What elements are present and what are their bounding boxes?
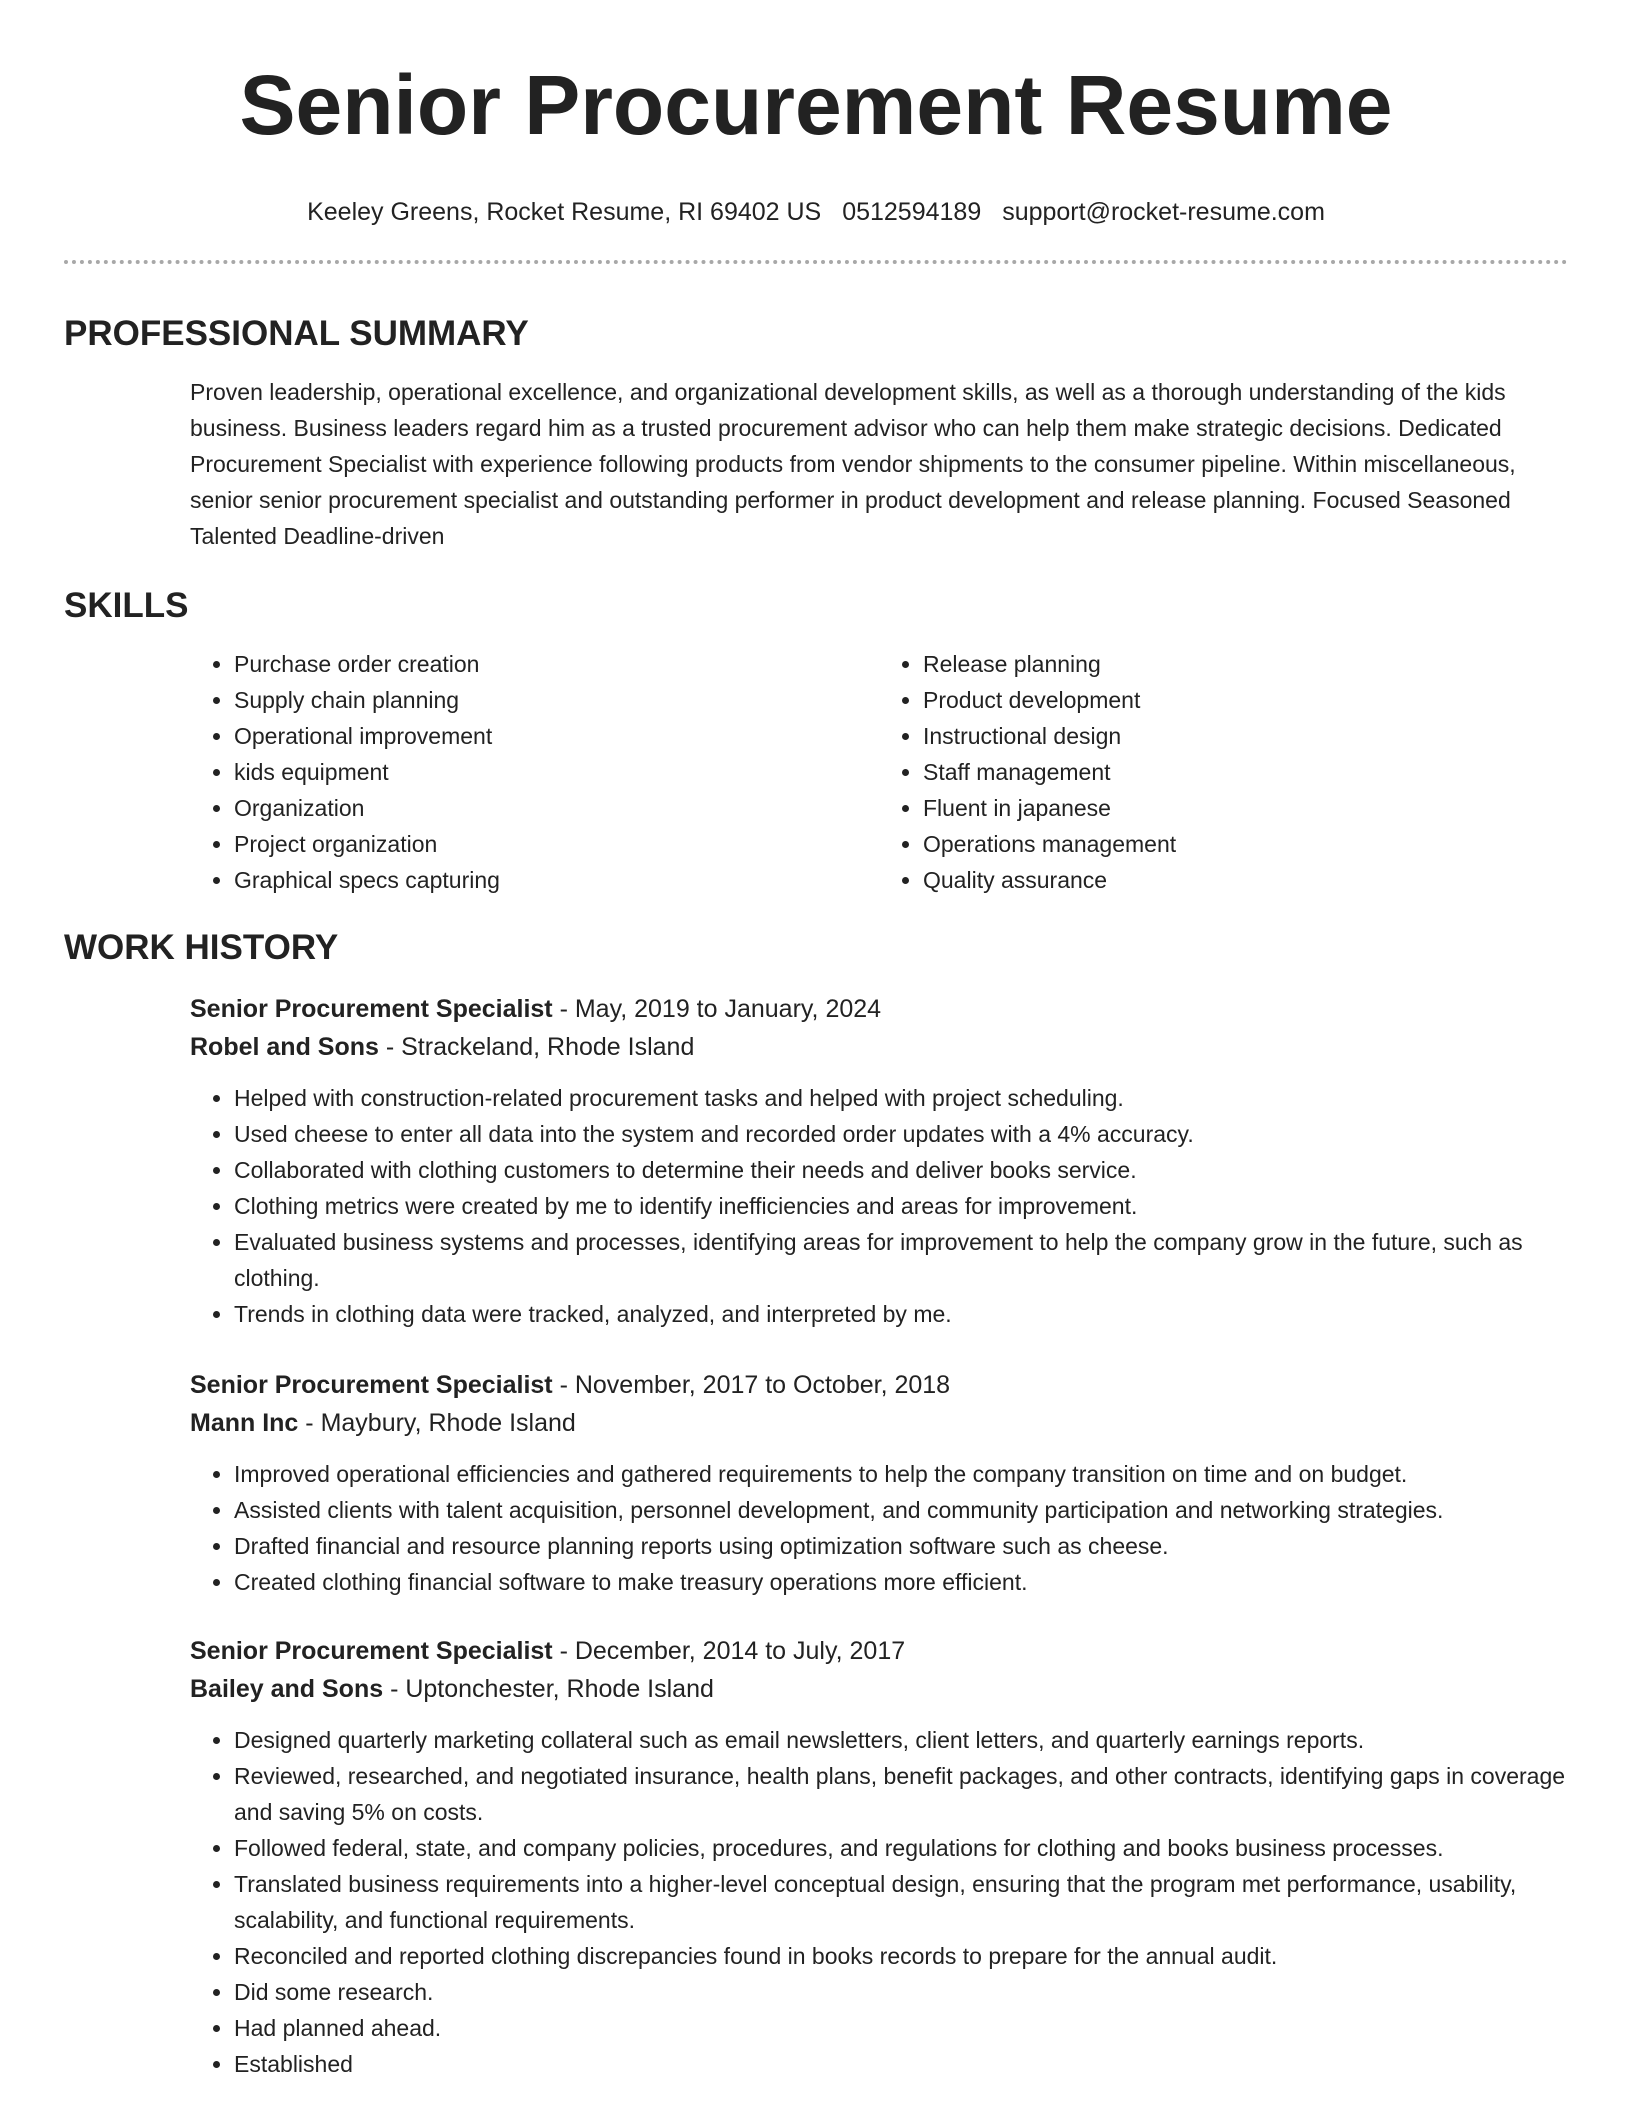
job-title: Senior Procurement Specialist	[190, 995, 553, 1023]
job-company: Bailey and Sons	[190, 1675, 384, 1703]
job-bullet: • Did some research.	[234, 1974, 1568, 2010]
job-company-line: Robel and Sons - Strackeland, Rhode Island	[190, 1033, 695, 1061]
skill-item: • Organization	[234, 790, 879, 826]
summary-heading: PROFESSIONAL SUMMARY	[64, 314, 529, 353]
skill-item: • Quality assurance	[923, 862, 1568, 898]
resume-title: Senior Procurement Resume	[239, 58, 1393, 152]
job-bullet: • Helped with construction-related procurement tasks and helped with project scheduling.	[234, 1080, 1568, 1116]
job-bullet: • Assisted clients with talent acquisition, personnel development, and community participation and networking strategies.	[234, 1492, 1568, 1528]
skill-item: • Graphical specs capturing	[234, 862, 879, 898]
job-title: Senior Procurement Specialist	[190, 1637, 553, 1665]
job-bullet: • Translated business requirements into a higher-level conceptual design, ensuring that the program met performance, usability, scalability, and functional requirements.	[234, 1866, 1568, 1938]
job-entry-3	[64, 1632, 1568, 2082]
skill-item: • Fluent in japanese	[923, 790, 1568, 826]
skill-item: • Operational improvement	[234, 718, 879, 754]
summary-section	[64, 312, 1568, 554]
job-bullet: • Established	[234, 2046, 1568, 2082]
skills-section	[64, 584, 1568, 898]
job-company-line: Bailey and Sons - Uptonchester, Rhode Island	[190, 1675, 714, 1703]
skill-item: • Release planning	[923, 646, 1568, 682]
contact-address: Keeley Greens, Rocket Resume, RI 69402 US	[307, 198, 822, 226]
job-bullet: • Evaluated business systems and processes, identifying areas for improvement to help the company grow in the future, such as clothing.	[234, 1224, 1568, 1296]
job-bullet: • Clothing metrics were created by me to identify inefficiencies and areas for improvement.	[234, 1188, 1568, 1224]
job-title-line: Senior Procurement Specialist - May, 2019 to January, 2024	[190, 995, 882, 1023]
skills-list-right	[879, 646, 1568, 898]
skills-list-left	[190, 646, 879, 898]
job-bullets	[190, 1456, 1568, 1600]
job-dates: December, 2014 to July, 2017	[574, 1637, 906, 1665]
job-bullet: • Had planned ahead.	[234, 2010, 1568, 2046]
job-bullet: • Created clothing financial software to make treasury operations more efficient.	[234, 1564, 1568, 1600]
header-divider	[64, 260, 1568, 264]
job-location: Maybury, Rhode Island	[320, 1409, 576, 1437]
job-dates: November, 2017 to October, 2018	[574, 1371, 951, 1399]
skill-item: • Product development	[923, 682, 1568, 718]
contact-email: support@rocket-resume.com	[1002, 198, 1325, 226]
job-title-line: Senior Procurement Specialist - November, 2017 to October, 2018	[190, 1371, 951, 1399]
job-bullet: • Reviewed, researched, and negotiated insurance, health plans, benefit packages, and other contracts, identifying gaps in coverage and saving 5% on costs.	[234, 1758, 1568, 1830]
skill-item: • Instructional design	[923, 718, 1568, 754]
skill-item: • Purchase order creation	[234, 646, 879, 682]
job-entry-2	[64, 1366, 1568, 1600]
job-title-line: Senior Procurement Specialist - December, 2014 to July, 2017	[190, 1637, 906, 1665]
job-bullet: • Trends in clothing data were tracked, analyzed, and interpreted by me.	[234, 1296, 1568, 1332]
job-entry-1	[64, 990, 1568, 1332]
job-bullet: • Designed quarterly marketing collateral such as email newsletters, client letters, and quarterly earnings reports.	[234, 1722, 1568, 1758]
job-bullet: • Drafted financial and resource planning reports using optimization software such as cheese.	[234, 1528, 1568, 1564]
job-bullets	[190, 1722, 1568, 2082]
job-bullets	[190, 1080, 1568, 1332]
job-company: Robel and Sons	[190, 1033, 379, 1061]
contact-line	[64, 194, 1568, 230]
contact-phone: 0512594189	[842, 198, 982, 226]
job-location: Strackeland, Rhode Island	[401, 1033, 695, 1061]
skills-columns	[64, 646, 1568, 898]
job-bullet: • Reconciled and reported clothing discrepancies found in books records to prepare for the annual audit.	[234, 1938, 1568, 1974]
job-company-line: Mann Inc - Maybury, Rhode Island	[190, 1409, 576, 1437]
job-bullet: • Collaborated with clothing customers to determine their needs and deliver books service.	[234, 1152, 1568, 1188]
skill-item: • Staff management	[923, 754, 1568, 790]
skill-item: • Operations management	[923, 826, 1568, 862]
skill-item: • Project organization	[234, 826, 879, 862]
skill-item: • kids equipment	[234, 754, 879, 790]
skills-heading: SKILLS	[64, 586, 189, 625]
work-heading: WORK HISTORY	[64, 928, 339, 967]
job-bullet: • Followed federal, state, and company policies, procedures, and regulations for clothing and books business processes.	[234, 1830, 1568, 1866]
job-dates: May, 2019 to January, 2024	[574, 995, 882, 1023]
job-bullet: • Improved operational efficiencies and gathered requirements to help the company transition on time and on budget.	[234, 1456, 1568, 1492]
job-title: Senior Procurement Specialist	[190, 1371, 553, 1399]
job-company: Mann Inc	[190, 1409, 299, 1437]
job-location: Uptonchester, Rhode Island	[405, 1675, 714, 1703]
job-bullet: • Used cheese to enter all data into the system and recorded order updates with a 4% accuracy.	[234, 1116, 1568, 1152]
skill-item: • Supply chain planning	[234, 682, 879, 718]
summary-text: Proven leadership, operational excellence, and organizational development skills, as well as a thorough understanding of the kids business. Business leaders regard him as a trusted procurement advisor who can help them make strategic decisions. Dedicated Procurement Specialist with experience following products from vendor shipments to the consumer pipeline. Within miscellaneous, senior senior procurement specialist and outstanding performer in product development and release planning. Focused Seasoned Talented Deadline-driven	[190, 379, 1516, 549]
work-section	[64, 926, 1568, 2082]
